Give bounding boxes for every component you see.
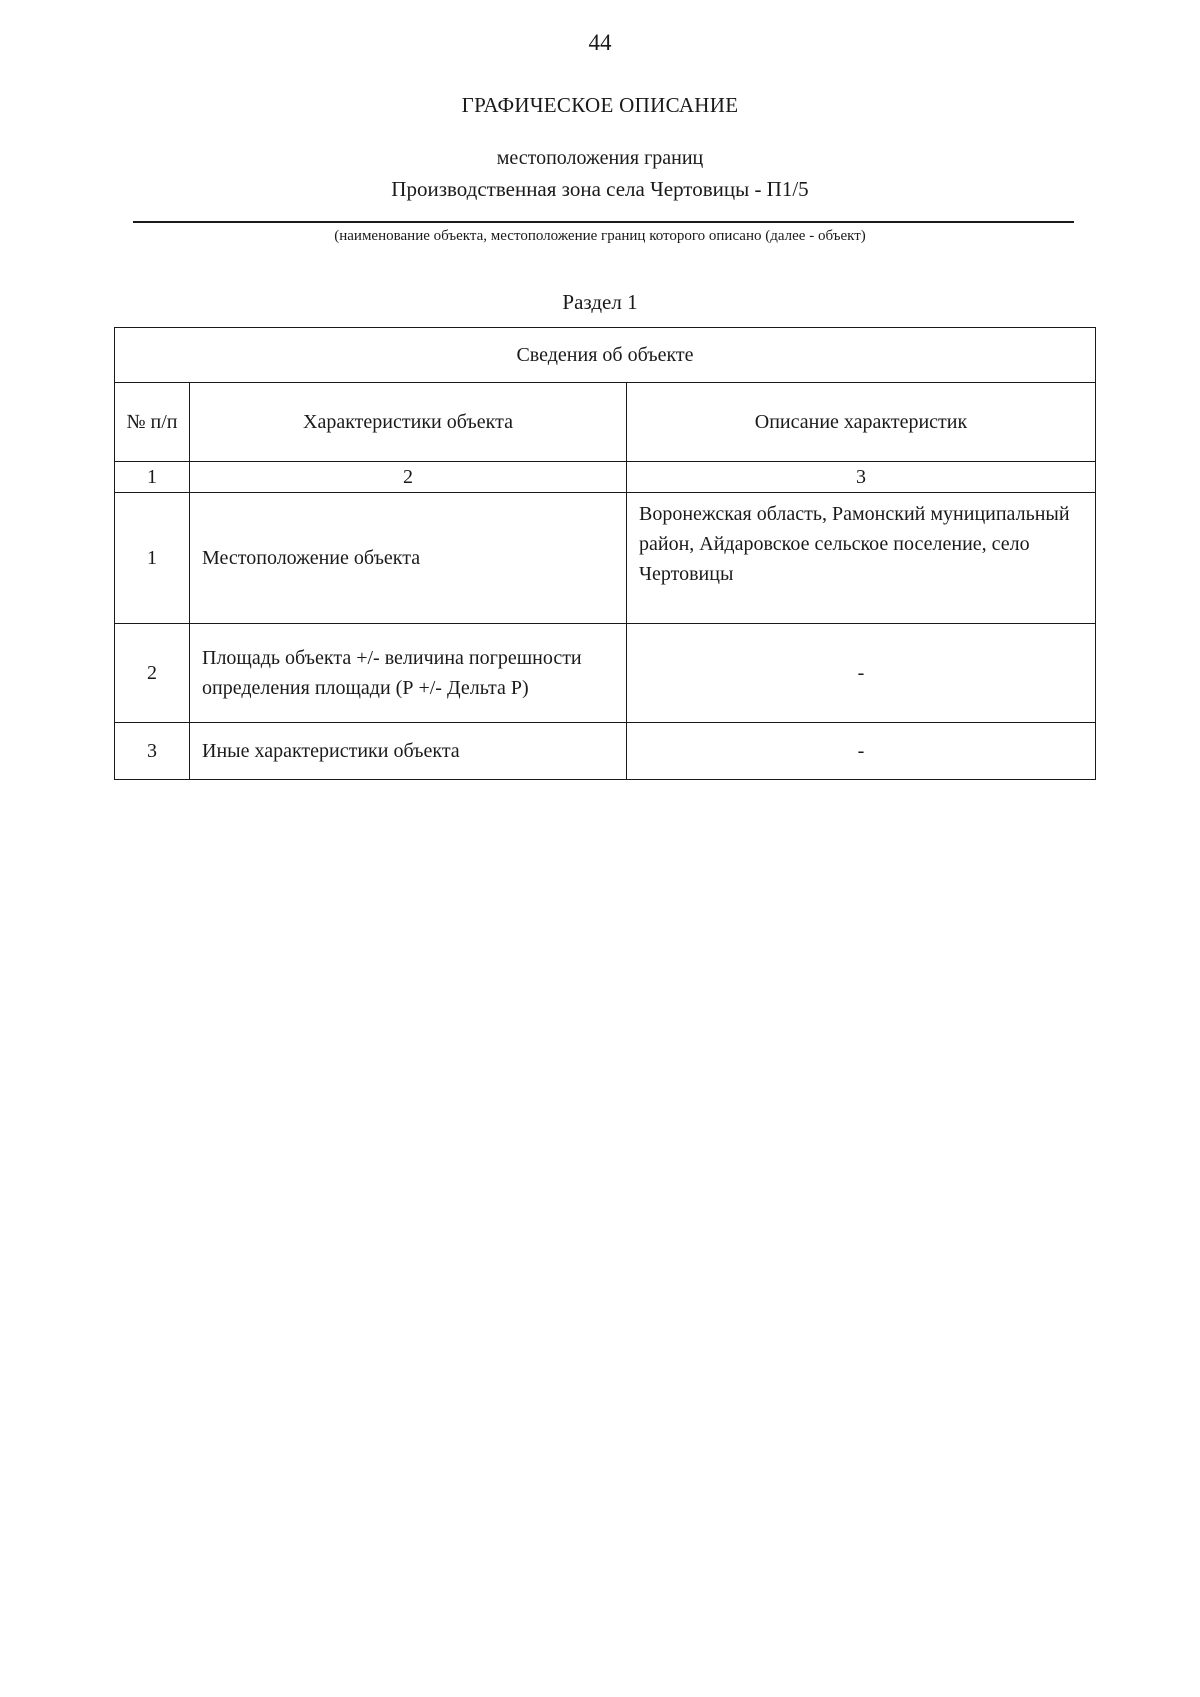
row-number: 3: [115, 723, 190, 780]
column-index: 2: [190, 462, 627, 493]
table-caption: Сведения об объекте: [115, 328, 1096, 383]
document-subtitle: местоположения границ: [496, 147, 704, 169]
column-index: 3: [627, 462, 1096, 493]
row-description: -: [627, 624, 1096, 723]
header-description: Описание характеристик: [627, 383, 1096, 462]
row-characteristic: Площадь объекта +/- величина погрешности определения площади (Р +/- Дельта Р): [190, 624, 627, 723]
section-title: Раздел 1: [562, 290, 638, 314]
header-num: № п/п: [115, 383, 190, 462]
table-caption-row: [115, 328, 1096, 383]
object-info-table: [114, 327, 1096, 780]
row-number: 1: [115, 493, 190, 624]
table-header-row: [115, 383, 1096, 462]
column-index: 1: [115, 462, 190, 493]
page-number: 44: [588, 30, 612, 55]
row-description: -: [627, 723, 1096, 780]
row-description: Воронежская область, Рамонский муниципальный район, Айдаровское сельское поселение, село Чертовицы: [627, 493, 1096, 624]
object-name: Производственная зона села Чертовицы - П1/5: [391, 177, 809, 201]
table-row: [115, 493, 1096, 624]
table-row: [115, 624, 1096, 723]
column-index-row: [115, 462, 1096, 493]
object-name-caption: (наименование объекта, местоположение границ которого описано (далее - объект): [334, 228, 866, 244]
row-characteristic: Иные характеристики объекта: [190, 723, 627, 780]
object-name-underline: [133, 221, 1074, 223]
row-number: 2: [115, 624, 190, 723]
header-characteristic: Характеристики объекта: [190, 383, 627, 462]
row-characteristic: Местоположение объекта: [190, 493, 627, 624]
table-row: [115, 723, 1096, 780]
document-title: ГРАФИЧЕСКОЕ ОПИСАНИЕ: [461, 93, 739, 117]
